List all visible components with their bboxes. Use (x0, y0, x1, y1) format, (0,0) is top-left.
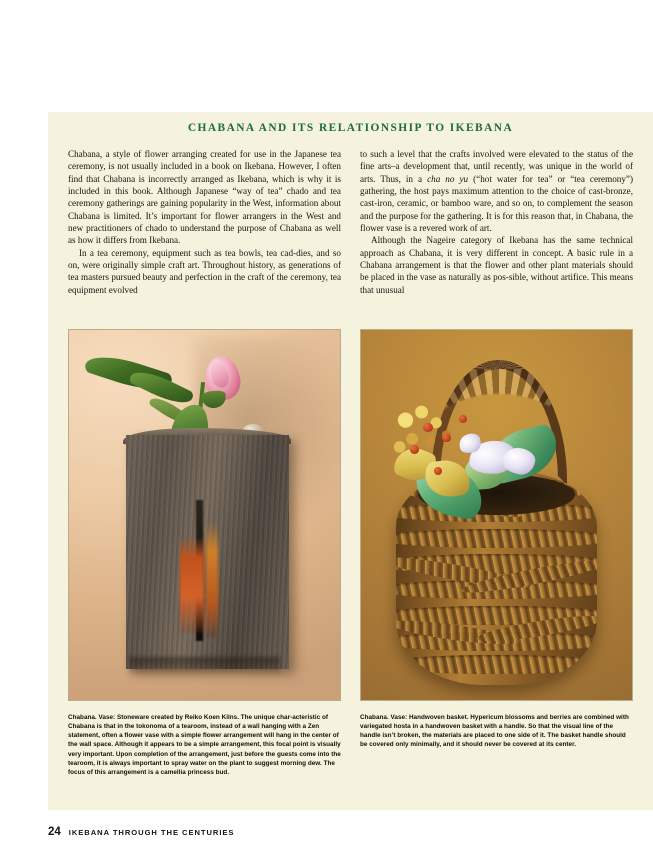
figure-caption-right: Chabana. Vase: Handwoven basket. Hypericum blossoms and berries are combined with variegated hosta in a handwoven basket with a handle. So that the visual line of the handle isn’t broken, the materials are placed to one side of it. The basket handle should be covered only minimally, and it should never be covered at its center. (360, 714, 631, 749)
page-footer (48, 826, 234, 838)
paragraph-right-1-lead: to such a level that the crafts involved were elevated to the status of the fine arts–a development that, until recently, was unique in the world of arts. Thus, in a (360, 149, 636, 184)
paragraph-left-1: Chabana, a style of flower arranging created for use in the Japanese tea ceremony, is not usually included in a book on Ikebana. However, I often find that Chabana is incorrectly arranged as Ikebana, which is why it is included in this book. Although Japanese “way of tea” chado and tea ceremony gatherings are gaining popularity in the West, information about Chabana is limited. It’s important for flower arrangers in the West and new practitioners of chado to understand the purpose of Chabana as well as how it differs from Ikebana. (68, 149, 344, 246)
hypericum-berry-4 (459, 415, 467, 423)
book-page-sheet (48, 112, 653, 810)
figure-camellia-vase (68, 329, 341, 777)
vase-base-shadow (129, 657, 281, 676)
figure-caption-left: Chabana. Vase: Stoneware created by Reiko Koen Kilns. The unique char-acteristic of Chabana is that in the tokonoma of a tearoom, instead of a wall hanging with a Zen statement, often a flower vase with a simple flower arrangement will hang in the center of the wall space. Although it appears to be a simple arrangement, this focal point is visually very important. Upon completion of the arrangement, just before the guests come into the tearoom, it is always important to spray water on the plant to suggest morning dew. The focus of this arrangement is a camellia princess bud. (68, 714, 343, 776)
hypericum-berry-1 (423, 423, 433, 433)
body-text-columns (68, 148, 636, 296)
basket-weave-row (396, 655, 597, 674)
running-foot-book-title: IKEBANA THROUGH THE CENTURIES (68, 828, 235, 837)
paragraph-right-1-tail: (“hot water for tea” or “tea ceremony”) gathering, the host pays maximum attention to the choice of cast-bronze, cast-iron, ceramic, or bamboo ware, and so on, to complement the season and the purpose for the gathering. It is for this reason that, in Chabana, the flower vase is a revered work of art. (360, 173, 636, 234)
chapter-heading: CHABANA AND ITS RELATIONSHIP TO IKEBANA (187, 122, 514, 134)
paragraph-right-2: Although the Nageire category of Ikebana has the same technical approach as Chabana, it is very different in concept. A basic rule in a Chabana arrangement is that the flower and other plant materials should be placed in the vase as naturally as pos-sible, without artifice. This means that unusual (360, 235, 636, 295)
photo-handwoven-basket-arrangement (360, 329, 633, 701)
text-column-right (360, 148, 636, 296)
folio-number: 24 (48, 826, 61, 838)
vase-orange-glaze-streak-2 (206, 522, 218, 637)
basket-weave-row (396, 529, 597, 548)
paragraph-left-2: In a tea ceremony, equipment such as tea bowls, tea cad-dies, and so on, were originally simple craft art. Throughout history, as generations of tea masters pursued beauty and perfection in the craft of the ceremony, tea equipment evolved (68, 247, 344, 295)
figure-row (68, 329, 633, 777)
hypericum-berry-3 (410, 445, 419, 454)
italic-term-cha-no-yu: cha no yu (427, 173, 469, 184)
vase-orange-glaze-streak (180, 537, 204, 633)
hypericum-berry-2 (442, 434, 451, 443)
photo-camellia-in-stoneware-vase (68, 329, 341, 701)
figure-handwoven-basket (360, 329, 633, 777)
paragraph-right-1 (360, 148, 636, 234)
text-column-left (68, 148, 344, 296)
